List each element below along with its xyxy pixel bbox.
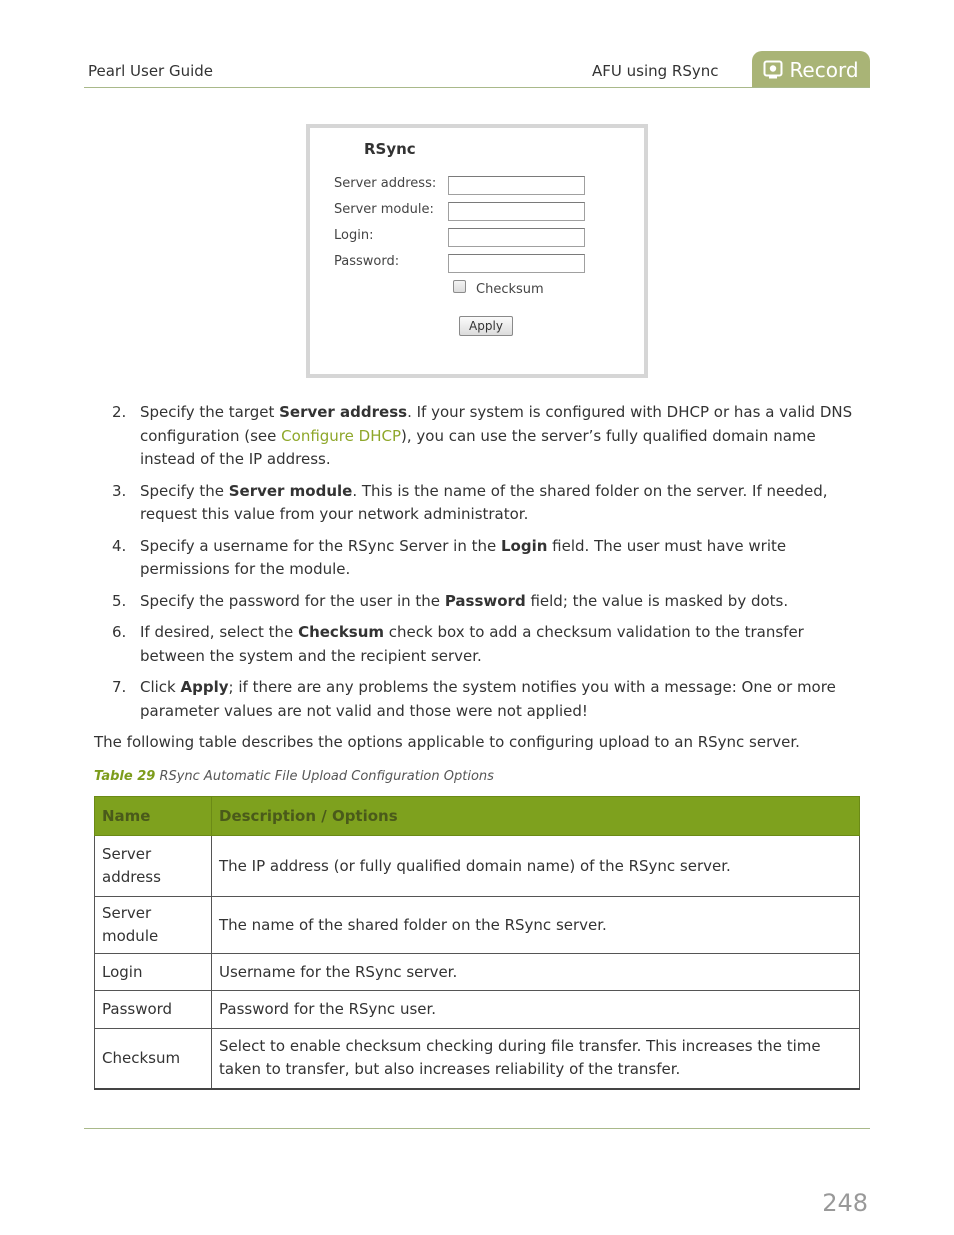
step-text-run: check box to add a checksum validation to the transfer between the system and the recipient server. — [140, 623, 804, 665]
step-item — [112, 621, 862, 668]
row-name: Password — [95, 991, 212, 1029]
row-name: Login — [95, 954, 212, 991]
step-emphasis: Login — [500, 536, 548, 555]
row-description: Username for the RSync server. — [212, 954, 860, 991]
options-table — [94, 796, 860, 1090]
row-description: The IP address (or fully qualified domain name) of the RSync server. — [212, 836, 860, 897]
steps-list — [112, 401, 862, 731]
table-row — [95, 954, 860, 991]
record-tab-label: Record — [789, 57, 859, 82]
table-row — [95, 991, 860, 1029]
table-row — [95, 1029, 860, 1089]
table-number: Table 29 — [94, 769, 156, 784]
row-description: Password for the RSync user. — [212, 991, 860, 1029]
row-description: The name of the shared folder on the RSync server. — [212, 897, 860, 954]
step-text — [140, 482, 828, 524]
step-text — [140, 623, 804, 665]
intro-paragraph: The following table describes the options applicable to configuring upload to an RSync server. — [94, 733, 800, 751]
header-description: Description / Options — [212, 797, 860, 836]
header-name: Name — [95, 797, 212, 836]
row-name: Checksum — [95, 1029, 212, 1089]
document-title: Pearl User Guide — [88, 62, 214, 80]
step-emphasis: Password — [444, 591, 526, 610]
record-icon — [763, 60, 783, 80]
row-name: Server module — [95, 897, 212, 954]
step-item — [112, 676, 862, 723]
server-module-input[interactable] — [448, 202, 585, 221]
step-text-run: Specify the target — [140, 403, 280, 421]
table-row — [95, 836, 860, 897]
footer-rule — [84, 1128, 870, 1129]
table-header-row — [95, 797, 860, 836]
apply-button[interactable]: Apply — [459, 316, 513, 336]
server-address-input[interactable] — [448, 176, 585, 195]
step-item — [112, 535, 862, 582]
step-text-run: field; the value is masked by dots. — [525, 591, 789, 610]
record-tab — [752, 51, 870, 88]
step-number: 6. — [112, 623, 127, 641]
step-text-run: ), you can use the server’s fully qualified domain name instead of the IP address. — [140, 426, 816, 468]
step-emphasis: Server address — [279, 403, 408, 421]
step-item — [112, 401, 862, 472]
rsync-settings-screenshot — [306, 124, 648, 378]
step-text-run: Specify a username for the RSync Server in the — [140, 536, 501, 555]
step-text — [140, 537, 786, 579]
password-input[interactable] — [448, 254, 585, 273]
step-text-run: Click — [140, 678, 181, 696]
table-caption-text: RSync Automatic File Upload Configuration Options — [159, 769, 494, 784]
step-number: 5. — [112, 591, 127, 610]
row-name: Server address — [95, 836, 212, 897]
table-caption — [94, 769, 494, 784]
rsync-panel-title: RSync — [364, 140, 416, 158]
step-text-run: ; if there are any problems the system notifies you with a message: One or more parameter values are not valid and those were not applied! — [140, 678, 836, 720]
step-text-run: Specify the — [140, 481, 229, 500]
header-rule — [84, 87, 870, 88]
page-number: 248 — [822, 1189, 868, 1217]
step-number: 2. — [112, 403, 127, 421]
step-emphasis: Checksum — [298, 623, 385, 641]
section-title: AFU using RSync — [592, 62, 719, 80]
password-label: Password: — [334, 254, 400, 269]
step-text — [140, 592, 788, 610]
step-text — [140, 403, 852, 468]
checksum-label: Checksum — [476, 282, 544, 297]
server-module-label: Server module: — [334, 202, 434, 217]
step-number: 4. — [112, 536, 127, 555]
step-item — [112, 480, 862, 527]
step-text — [140, 678, 836, 720]
step-text-run: . This is the name of the shared folder on the server. If needed, request this value from your network administrator. — [140, 481, 828, 523]
configure-dhcp-link[interactable]: Configure DHCP — [281, 426, 401, 445]
step-emphasis: Apply — [180, 678, 229, 696]
step-emphasis: Server module — [228, 481, 353, 500]
step-text-run: Specify the password for the user in the — [140, 591, 445, 610]
step-number: 7. — [112, 678, 127, 696]
step-text-run: . If your system is configured with DHCP or has a valid DNS configuration (see — [140, 403, 853, 445]
login-input[interactable] — [448, 228, 585, 247]
step-text-run: If desired, select the — [140, 623, 299, 641]
step-text-run: field. The user must have write permissions for the module. — [140, 536, 787, 578]
table-row — [95, 897, 860, 954]
server-address-label: Server address: — [334, 176, 437, 191]
checksum-checkbox[interactable] — [453, 280, 466, 293]
row-description: Select to enable checksum checking during file transfer. This increases the time taken to transfer, but also increases reliability of the transfer. — [212, 1029, 860, 1089]
step-number: 3. — [112, 481, 127, 500]
login-label: Login: — [334, 228, 374, 243]
step-item — [112, 590, 862, 614]
